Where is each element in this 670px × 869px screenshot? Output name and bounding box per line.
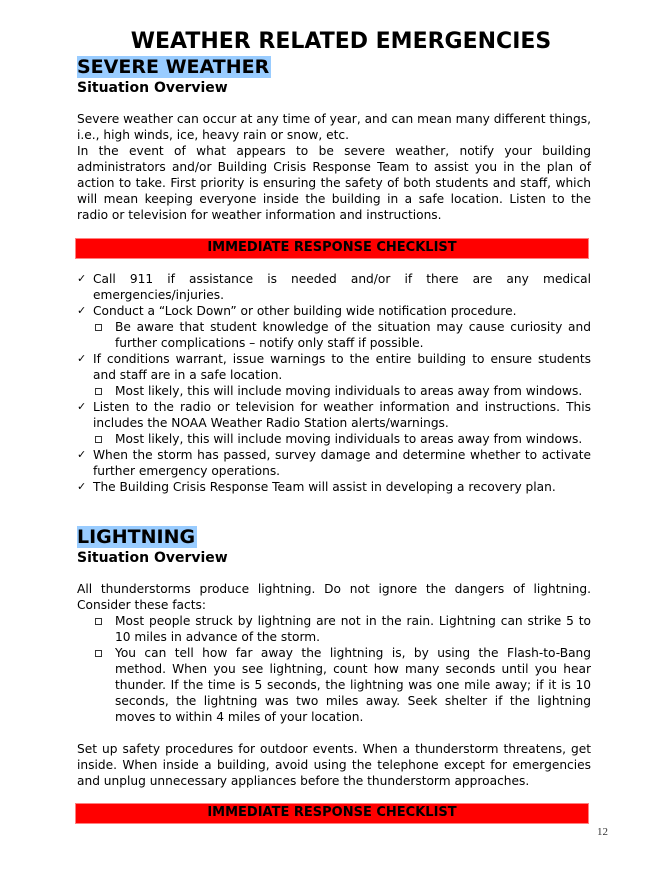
- check-icon: ✓: [77, 448, 87, 461]
- checklist-item-text: When the storm has passed, survey damage and determine whether to activate further emergency operations.: [93, 448, 591, 478]
- checklist-subitem: [93, 383, 591, 399]
- checklist-subitem-text: Most likely, this will include moving individuals to areas away from windows.: [115, 384, 583, 398]
- check-icon: ✓: [77, 304, 87, 317]
- checklist-subitem: [93, 319, 591, 351]
- document-page: [77, 30, 591, 824]
- paragraph: Severe weather can occur at any time of year, and can mean many different things, i.e., high winds, ice, heavy rain or snow, etc.: [77, 112, 591, 142]
- fact-item: [93, 613, 591, 645]
- check-icon: ✓: [77, 480, 87, 493]
- checklist-subitem: [93, 431, 591, 447]
- check-icon: ✓: [77, 400, 87, 413]
- checklist-banner: IMMEDIATE RESPONSE CHECKLIST: [75, 803, 589, 824]
- lightning-section: [77, 524, 591, 824]
- page-title: WEATHER RELATED EMERGENCIES: [130, 29, 552, 54]
- page-number: 12: [597, 826, 608, 838]
- fact-item-text: Most people struck by lightning are not in the rain. Lightning can strike 5 to 10 miles in advance of the storm.: [115, 614, 591, 644]
- checklist-item: [77, 447, 591, 479]
- check-icon: ✓: [77, 352, 87, 365]
- checklist-item: [77, 351, 591, 399]
- paragraph: All thunderstorms produce lightning. Do not ignore the dangers of lightning. Consider these facts:: [77, 582, 591, 612]
- subheading-situation-overview: Situation Overview: [77, 550, 228, 566]
- fact-item-text: You can tell how far away the lightning is, by using the Flash-to-Bang method. When you see lightning, count how many seconds until you hear thunder. If the time is 5 seconds, the lightning was one mile away; if it is 10 seconds, the lightning was two miles away. Seek shelter if the lightning moves to within 4 miles of your location.: [115, 646, 591, 724]
- checklist-item-text: Call 911 if assistance is needed and/or if there are any medical emergencies/injuries.: [93, 272, 591, 302]
- section-heading-severe-weather: SEVERE WEATHER: [77, 56, 270, 78]
- check-icon: ✓: [77, 272, 87, 285]
- checklist-banner: IMMEDIATE RESPONSE CHECKLIST: [75, 238, 589, 259]
- checklist-subitem-text: Be aware that student knowledge of the situation may cause curiosity and further complications – notify only staff if possible.: [115, 320, 591, 350]
- section-heading-lightning: LIGHTNING: [77, 526, 196, 548]
- checklist-item-text: Listen to the radio or television for weather information and instructions. This includes the NOAA Weather Radio Station alerts/warnings.: [93, 400, 591, 430]
- response-checklist: [77, 271, 591, 495]
- square-bullet-icon: [95, 388, 102, 395]
- subheading-situation-overview: Situation Overview: [77, 80, 228, 96]
- checklist-item: [77, 399, 591, 447]
- checklist-item-text: Conduct a “Lock Down” or other building wide notification procedure.: [93, 304, 517, 318]
- fact-item: [93, 645, 591, 725]
- square-bullet-icon: [95, 650, 102, 657]
- severe-weather-section: [77, 54, 591, 495]
- checklist-item-text: If conditions warrant, issue warnings to the entire building to ensure students and staff are in a safe location.: [93, 352, 591, 382]
- checklist-item-text: The Building Crisis Response Team will assist in developing a recovery plan.: [93, 480, 556, 494]
- checklist-item: [77, 271, 591, 303]
- checklist-subitem-text: Most likely, this will include moving individuals to areas away from windows.: [115, 432, 583, 446]
- square-bullet-icon: [95, 618, 102, 625]
- square-bullet-icon: [95, 436, 102, 443]
- checklist-item: [77, 303, 591, 351]
- paragraph: Set up safety procedures for outdoor events. When a thunderstorm threatens, get inside. When inside a building, avoid using the telephone except for emergencies and unplug unnecessary appliances before the thunderstorm approaches.: [77, 742, 591, 788]
- square-bullet-icon: [95, 324, 102, 331]
- paragraph: In the event of what appears to be severe weather, notify your building administrators and/or Building Crisis Response Team to assist you in the plan of action to take. First priority is ensuring the safety of both students and staff, which will mean keeping everyone inside the building in a safe location. Listen to the radio or television for weather information and instructions.: [77, 144, 591, 222]
- checklist-item: [77, 479, 591, 495]
- lightning-facts-list: [77, 613, 591, 725]
